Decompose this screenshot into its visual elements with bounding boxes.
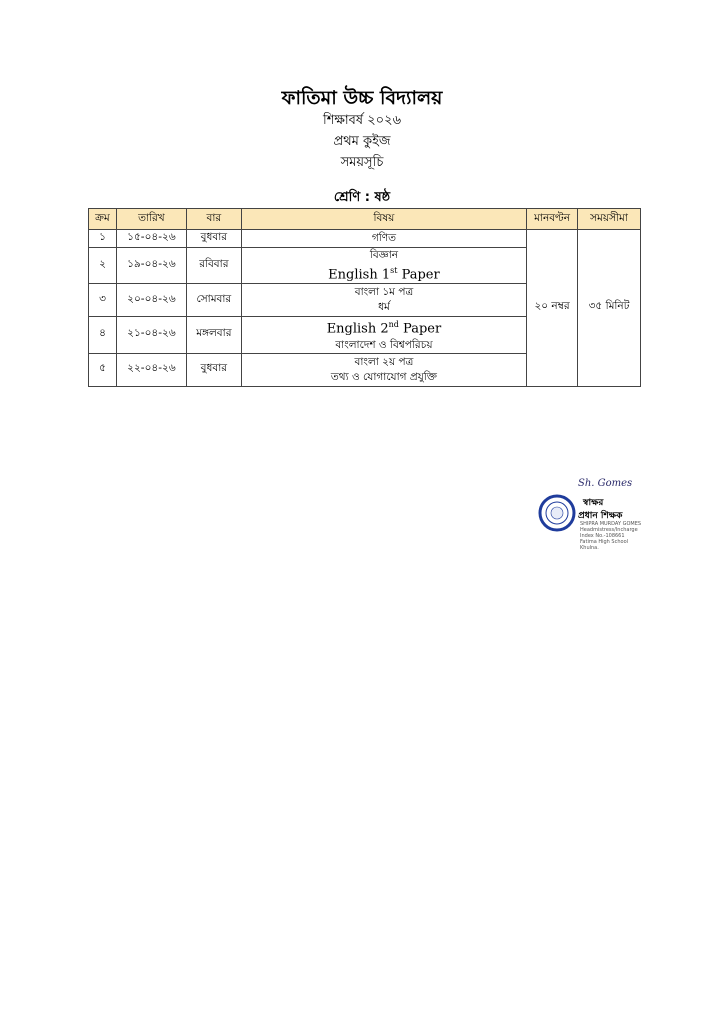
marks-cell: ২০ নম্বর — [527, 230, 578, 387]
subject-line: ধর্ম — [378, 301, 390, 314]
header-subject: বিষয় — [241, 209, 526, 230]
document-header — [0, 86, 724, 173]
row-subject — [241, 248, 526, 284]
class-line: শ্রেণি : ষষ্ঠ — [333, 190, 391, 205]
table-row — [89, 230, 641, 248]
subject-line: বাংলাদেশ ও বিশ্বপরিচয় — [335, 338, 433, 351]
headmaster-signature-block — [538, 478, 648, 553]
exam-schedule-table — [88, 208, 641, 387]
subject-line: বাংলা ২য় পত্র — [354, 355, 414, 368]
row-subject — [241, 230, 526, 248]
subject-line: গণিত — [371, 232, 396, 244]
schedule-title: সময়সূচি — [340, 155, 384, 170]
academic-year: শিক্ষাবর্ষ ২০২৬ — [322, 113, 402, 128]
subject-line: বিজ্ঞান — [369, 249, 399, 261]
table-header-row — [89, 209, 641, 230]
row-day: মঙ্গলবার — [186, 317, 241, 353]
row-serial: ২ — [89, 248, 117, 284]
row-serial: ৩ — [89, 284, 117, 317]
stamp-line: SHIPRA MURDAY GOMES — [580, 521, 642, 527]
stamp-text — [580, 521, 641, 551]
duration-cell: ৩৫ মিনিট — [578, 230, 641, 387]
row-subject — [241, 317, 526, 353]
headmaster-title: প্রধান শিক্ষক — [578, 511, 623, 521]
row-serial: ১ — [89, 230, 117, 248]
school-seal — [538, 494, 576, 532]
signature: Sh. Gomes — [578, 478, 633, 489]
header-serial: ক্রম — [89, 209, 117, 230]
row-date: ২১-০৪-২৬ — [116, 317, 186, 353]
stamp-line: Index No.-108661 — [580, 533, 625, 539]
row-day: রবিবার — [186, 248, 241, 284]
header-date: তারিখ — [116, 209, 186, 230]
stamp-line: Khulna. — [580, 545, 599, 551]
stamp-line: Fatima High School — [580, 539, 629, 545]
exam-name: প্রথম কুইজ — [333, 134, 391, 149]
subject-line-english: English 1st Paper — [328, 266, 440, 283]
row-serial: ৪ — [89, 317, 117, 353]
school-name: ফাতিমা উচ্চ বিদ্যালয় — [281, 87, 443, 109]
subject-line-english: English 2nd Paper — [326, 320, 442, 337]
row-date: ২২-০৪-২৬ — [116, 353, 186, 386]
row-date: ১৯-০৪-২৬ — [116, 248, 186, 284]
row-day: সোমবার — [186, 284, 241, 317]
row-date: ২০-০৪-২৬ — [116, 284, 186, 317]
stamp-line: Headmistress/Incharge — [580, 527, 638, 533]
header-marks: মানবণ্টন — [527, 209, 578, 230]
header-day: বার — [186, 209, 241, 230]
subject-line: বাংলা ১ম পত্র — [354, 286, 414, 299]
row-subject — [241, 284, 526, 317]
row-subject — [241, 353, 526, 386]
subject-line: তথ্য ও যোগাযোগ প্রযুক্তি — [330, 370, 437, 383]
row-day: বুধবার — [186, 230, 241, 248]
signature-label: স্বাক্ষর — [583, 498, 604, 508]
row-date: ১৫-০৪-২৬ — [116, 230, 186, 248]
row-serial: ৫ — [89, 353, 117, 386]
row-day: বুধবার — [186, 353, 241, 386]
header-duration: সময়সীমা — [578, 209, 641, 230]
